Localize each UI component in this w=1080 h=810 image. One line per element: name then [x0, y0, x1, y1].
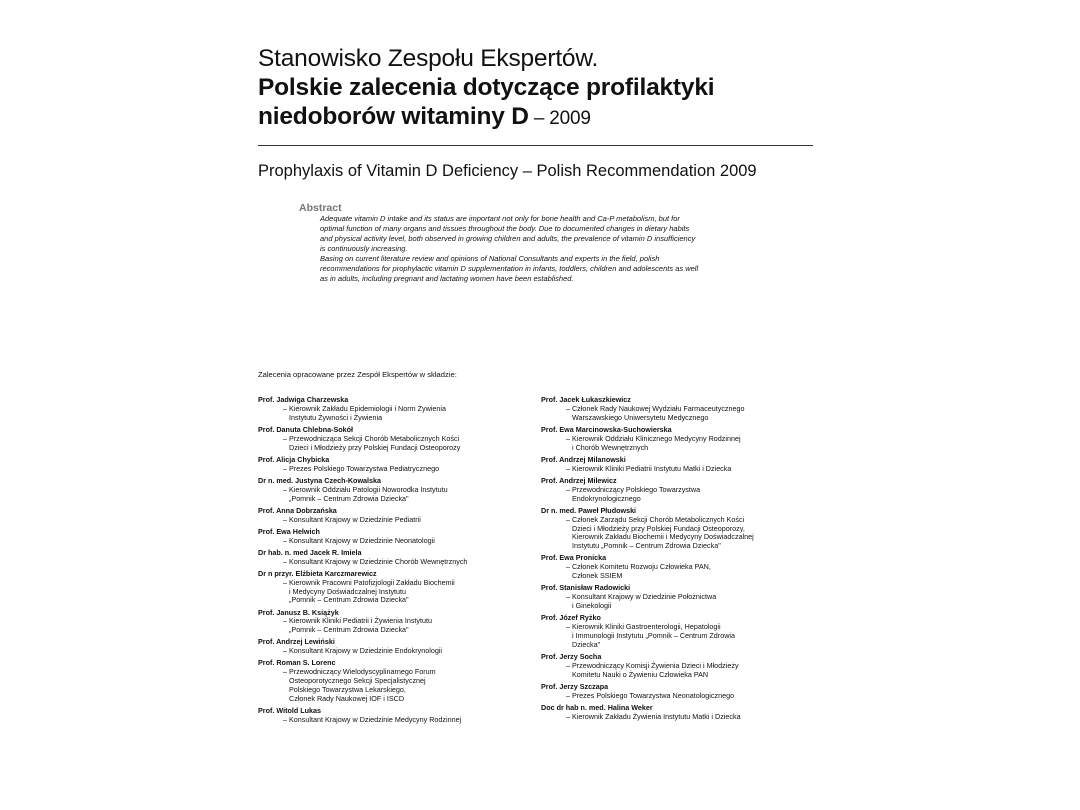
member-name: Prof. Roman S. Lorenc [258, 658, 336, 668]
member-role-line: „Pomnik – Centrum Zdrowia Dziecka" [289, 493, 409, 503]
member-role-line: i Medycyny Doświadczalnej Instytutu [289, 586, 407, 596]
member-role [541, 516, 821, 552]
member-role [258, 558, 538, 567]
committee-member [258, 477, 538, 504]
committee-member [258, 456, 538, 474]
member-role [258, 486, 538, 504]
member-role-line: – Kierownik Kliniki Gastroenterologii, Hepatologii [566, 622, 721, 632]
member-role [258, 668, 538, 704]
committee-member [258, 507, 538, 525]
abstract-line: Basing on current literature review and opinions of National Consultants and experts in the field, polish [320, 254, 660, 263]
member-role-line: – Kierownik Zakładu Żywienia Instytutu Matki i Dziecka [566, 711, 741, 721]
member-name: Prof. Andrzej Milewicz [541, 475, 617, 485]
member-role-line: Warszawskiego Uniwersytetu Medycznego [572, 412, 709, 422]
member-role [258, 465, 538, 474]
committee-member [541, 584, 821, 611]
committee-member [258, 426, 538, 453]
abstract-line: recommendations for prophylactic vitamin D supplementation in infants, toddlers, children and adolescents as well [320, 264, 699, 273]
member-name: Prof. Jadwiga Charzewska [258, 395, 349, 404]
member-role-line: – Kierownik Kliniki Pediatrii Instytutu Matki i Dziecka [566, 463, 732, 473]
member-role-line: Polskiego Towarzystwa Lekarskiego, [289, 685, 406, 695]
member-role-line: – Konsultant Krajowy w Dziedzinie Neonatologii [283, 535, 435, 545]
committee-member [258, 638, 538, 656]
member-role-line: – Konsultant Krajowy w Dziedzinie Pediatrii [283, 514, 421, 524]
member-role-line: – Przewodniczący Polskiego Towarzystwa [566, 484, 701, 494]
abstract-line: Adequate vitamin D intake and its status are important not only for bone health and Ca-P metabolism, but for [320, 214, 680, 223]
member-role-line: „Pomnik – Centrum Zdrowia Dziecka" [289, 625, 409, 635]
member-role-line: – Kierownik Oddziału Klinicznego Medycyny Rodzinnej [566, 433, 741, 443]
member-role-line: – Przewodniczący Wielodyscyplinarnego Forum [283, 667, 436, 677]
member-name: Prof. Ewa Pronicka [541, 553, 607, 563]
member-role [541, 713, 821, 722]
member-name: Doc dr hab n. med. Halina Weker [541, 702, 653, 712]
member-name: Prof. Jerzy Szczapa [541, 681, 609, 691]
member-name: Prof. Ewa Marcinowska-Suchowierska [541, 424, 672, 434]
member-name: Prof. Ewa Helwich [258, 526, 320, 536]
member-role [541, 623, 821, 650]
member-role [258, 579, 538, 606]
member-role-line: – Kierownik Oddziału Patologii Noworodka Instytutu [283, 484, 448, 494]
committee-member [258, 659, 538, 704]
member-role-line: – Konsultant Krajowy w Dziedzinie Chorób Wewnętrznych [283, 556, 468, 566]
committee-member [258, 549, 538, 567]
member-role [541, 405, 821, 423]
committee-member [258, 707, 538, 725]
committee-member [541, 396, 821, 423]
member-name: Prof. Danuta Chlebna-Sokół [258, 424, 354, 434]
member-role-line: – Prezes Polskiego Towarzystwa Pediatrycznego [283, 463, 440, 473]
member-role-line: Osteoporotycznego Sekcji Specjalistycznej [289, 676, 426, 686]
member-role-line: – Prezes Polskiego Towarzystwa Neonatologicznego [566, 690, 735, 700]
member-role-line: Instytutu Żywności i Żywienia [289, 412, 383, 422]
member-role [541, 435, 821, 453]
committee-member [541, 554, 821, 581]
member-role-line: – Konsultant Krajowy w Dziedzinie Położnictwa [566, 592, 717, 602]
member-name: Dr n przyr. Elżbieta Karczmarewicz [258, 568, 377, 578]
member-role-line: Kierownik Zakładu Biochemii i Medycyny Doświadczalnej [572, 532, 754, 542]
committee-member [541, 426, 821, 453]
committee-member [541, 507, 821, 552]
member-role-line: – Konsultant Krajowy w Dziedzinie Medycyny Rodzinnej [283, 715, 462, 725]
title-line-3 [258, 102, 818, 133]
member-name: Prof. Jerzy Socha [541, 652, 602, 662]
abstract-line: and physical activity level, both observed in growing children and adults, the prevalence of vitamin D insufficiency [320, 234, 696, 243]
committee-member [541, 704, 821, 722]
member-role [541, 662, 821, 680]
member-name: Prof. Jacek Łukaszkiewicz [541, 395, 631, 404]
member-name: Prof. Andrzej Milanowski [541, 454, 626, 464]
abstract-line: optimal function of many organs and tissues throughout the body. Due to documented changes in dietary habits [320, 224, 690, 233]
committee-member [541, 477, 821, 504]
member-role [541, 486, 821, 504]
member-role [258, 537, 538, 546]
member-role-line: Dzieci i Młodzieży przy Polskiej Fundacji Osteoporozy, [572, 523, 745, 533]
title-line-1: Stanowisko Zespołu Ekspertów. [258, 45, 599, 72]
committee-member [541, 614, 821, 650]
member-role-line: Członek Rady Naukowej IOF i ISCD [289, 694, 405, 704]
member-role [541, 692, 821, 701]
member-role-line: i Chorób Wewnętrznych [572, 442, 649, 452]
english-subtitle: Prophylaxis of Vitamin D Deficiency – Polish Recommendation 2009 [258, 162, 757, 180]
member-role-line: – Kierownik Zakładu Epidemiologii i Norm Żywienia [283, 403, 446, 413]
member-role [258, 435, 538, 453]
member-name: Prof. Janusz B. Książyk [258, 607, 339, 617]
member-name: Dr hab. n. med Jacek R. Imiela [258, 547, 362, 557]
member-role [258, 617, 538, 635]
member-role-line: Instytutu „Pomnik – Centrum Zdrowia Dziecka" [572, 541, 721, 551]
committee-member [541, 683, 821, 701]
member-role [258, 516, 538, 525]
member-name: Dr n. med. Justyna Czech-Kowalska [258, 475, 382, 485]
abstract-body [320, 214, 780, 284]
committee-column-left [258, 396, 538, 728]
abstract-line: as in adults, including pregnant and lactating women have been established. [320, 274, 574, 283]
member-name: Prof. Witold Lukas [258, 706, 322, 716]
committee-member [258, 396, 538, 423]
member-role-line: Dzieci i Młodzieży przy Polskiej Fundacji Osteoporozy [289, 442, 461, 452]
committee-intro: Zalecenia opracowane przez Zespół Ekspertów w składzie: [258, 370, 457, 379]
document-title [258, 44, 818, 133]
member-name: Prof. Józef Ryżko [541, 613, 601, 623]
member-role [258, 647, 538, 656]
member-role-line: – Członek Zarządu Sekcji Chorób Metabolicznych Kości [566, 514, 745, 524]
member-name: Prof. Anna Dobrzańska [258, 505, 337, 515]
member-role-line: – Członek Komitetu Rozwoju Człowieka PAN, [566, 562, 711, 572]
member-role-line: Dziecka" [572, 639, 601, 649]
title-main-text: niedoborów witaminy D [258, 103, 529, 130]
member-role [541, 593, 821, 611]
committee-member [541, 653, 821, 680]
committee-member [258, 570, 538, 606]
committee-column-right [541, 396, 821, 725]
member-role-line: – Kierownik Kliniki Pediatrii i Żywienia Instytutu [283, 616, 433, 626]
title-year: – 2009 [528, 108, 591, 129]
member-role-line: – Przewodniczący Komisji Żywienia Dzieci i Młodzieży [566, 660, 739, 670]
member-role-line: „Pomnik – Centrum Zdrowia Dziecka" [289, 595, 409, 605]
member-role-line: – Przewodnicząca Sekcji Chorób Metabolicznych Kości [283, 433, 460, 443]
abstract-line: is continuously increasing. [320, 244, 408, 253]
member-role-line: – Konsultant Krajowy w Dziedzinie Endokrynologii [283, 646, 443, 656]
member-role-line: – Członek Rady Naukowej Wydziału Farmaceutycznego [566, 403, 745, 413]
member-role-line: Endokrynologicznego [572, 493, 641, 503]
title-line-2: Polskie zalecenia dotyczące profilaktyki [258, 74, 715, 101]
committee-member [258, 609, 538, 636]
member-name: Prof. Stanisław Radowicki [541, 583, 631, 593]
member-role-line: – Kierownik Pracowni Patofizjologii Zakładu Biochemii [283, 577, 455, 587]
title-divider [258, 145, 813, 146]
member-role-line: i Immunologii Instytutu „Pomnik – Centrum Zdrowia [572, 631, 735, 641]
committee-member [541, 456, 821, 474]
member-role-line: i Ginekologii [572, 601, 612, 611]
member-name: Dr n. med. Paweł Płudowski [541, 505, 637, 515]
member-role-line: Członek SSIEM [572, 571, 623, 581]
member-role [541, 563, 821, 581]
member-name: Prof. Alicja Chybicka [258, 454, 330, 464]
member-role [541, 465, 821, 474]
abstract-heading: Abstract [299, 202, 342, 214]
member-role [258, 405, 538, 423]
member-name: Prof. Andrzej Lewiński [258, 637, 335, 647]
committee-member [258, 528, 538, 546]
member-role-line: Komitetu Nauki o Żywieniu Człowieka PAN [572, 669, 709, 679]
member-role [258, 716, 538, 725]
